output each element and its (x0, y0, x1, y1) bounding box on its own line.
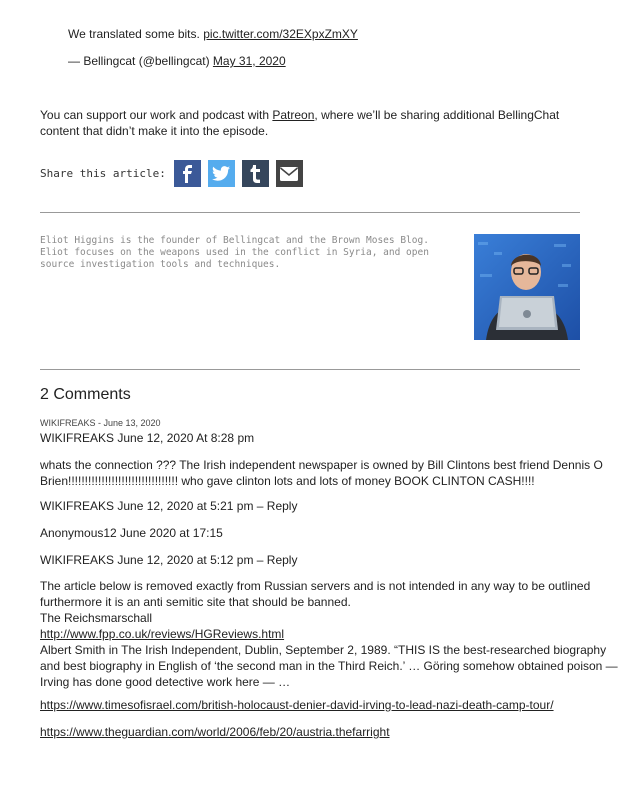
guardian-link-row (40, 724, 580, 740)
smith-line-1: Albert Smith in The Irish Independent, Dublin, September 2, 1989. “THIS IS the best-researched biography (40, 643, 607, 657)
tumblr-share-button[interactable] (242, 160, 269, 187)
author-bio: Eliot Higgins is the founder of Bellingcat and the Brown Moses Blog. Eliot focuses on the weapons used in the conflict in Syria, and open source investigation tools and techniques. (40, 235, 429, 270)
comment-meta: WIKIFREAKS - June 13, 2020 (40, 418, 161, 428)
email-icon (280, 167, 298, 181)
comment-body-line-1: whats the connection ??? The Irish independent newspaper is owned by Bill Clintons best friend Dennis O (40, 458, 603, 472)
divider-bottom (40, 369, 580, 370)
email-share-button[interactable] (276, 160, 303, 187)
fpp-review-link[interactable]: http://www.fpp.co.uk/reviews/HGReviews.html (40, 627, 285, 641)
support-prefix: You can support our work and podcast with (40, 108, 270, 122)
share-label: Share this article: (40, 167, 166, 180)
tweet-date-link[interactable]: May 31, 2020 (212, 54, 286, 68)
timesofisrael-link-row (40, 697, 580, 713)
twitter-share-button[interactable] (208, 160, 235, 187)
tweet-pic-link[interactable]: pic.twitter.com/32EXpxZmXY (203, 27, 358, 41)
smith-line-2: and best biography in English of ‘the second man in the Third Reich.’ … Göring somehow obtained poison — (40, 659, 618, 673)
facebook-share-button[interactable] (174, 160, 201, 187)
divider-top (40, 212, 580, 213)
comment-body-line-2: Brien!!!!!!!!!!!!!!!!!!!!!!!!!!!!!!!!! who gave clinton lots and lots of money BOOK CLINTON CASH!!!! (40, 474, 535, 488)
guardian-link[interactable]: https://www.theguardian.com/world/2006/feb/20/austria.thefarright (40, 725, 390, 739)
anonymous-line: Anonymous12 June 2020 at 17:15 (40, 526, 223, 540)
support-paragraph (40, 107, 580, 139)
article-paragraph (40, 578, 618, 690)
author-photo (474, 234, 580, 340)
comment-author-line: WIKIFREAKS June 12, 2020 At 8:28 pm (40, 431, 255, 445)
support-suffix: , where we’ll be sharing additional BellingChat content that didn’t make it into the episode. (40, 108, 560, 138)
tweet-text (68, 27, 358, 41)
patreon-link[interactable]: Patreon (272, 108, 315, 122)
facebook-icon (180, 165, 194, 183)
tweet-attribution-prefix: — Bellingcat (@bellingcat) (68, 54, 210, 68)
comment-body (40, 457, 603, 489)
smith-line-3: Irving has done good detective work here — … (40, 675, 291, 689)
article-line-2: furthermore it is an anti semitic site that should be banned. (40, 595, 351, 609)
tumblr-icon (249, 165, 261, 183)
reply-line-2: WIKIFREAKS June 12, 2020 at 5:12 pm – Reply (40, 553, 298, 567)
tweet-text-prefix: We translated some bits. (68, 27, 200, 41)
timesofisrael-link[interactable]: https://www.timesofisrael.com/british-holocaust-denier-david-irving-to-lead-nazi-death-camp-tour/ (40, 698, 554, 712)
article-line-3: The Reichsmarschall (40, 611, 153, 625)
share-bar (40, 160, 310, 187)
twitter-icon (212, 166, 230, 181)
reply-line-1: WIKIFREAKS June 12, 2020 at 5:21 pm – Reply (40, 499, 298, 513)
tweet-attribution (68, 54, 286, 68)
article-line-1: The article below is removed exactly from Russian servers and is not intended in any way to be outlined (40, 579, 591, 593)
comments-title: 2 Comments (40, 386, 131, 403)
